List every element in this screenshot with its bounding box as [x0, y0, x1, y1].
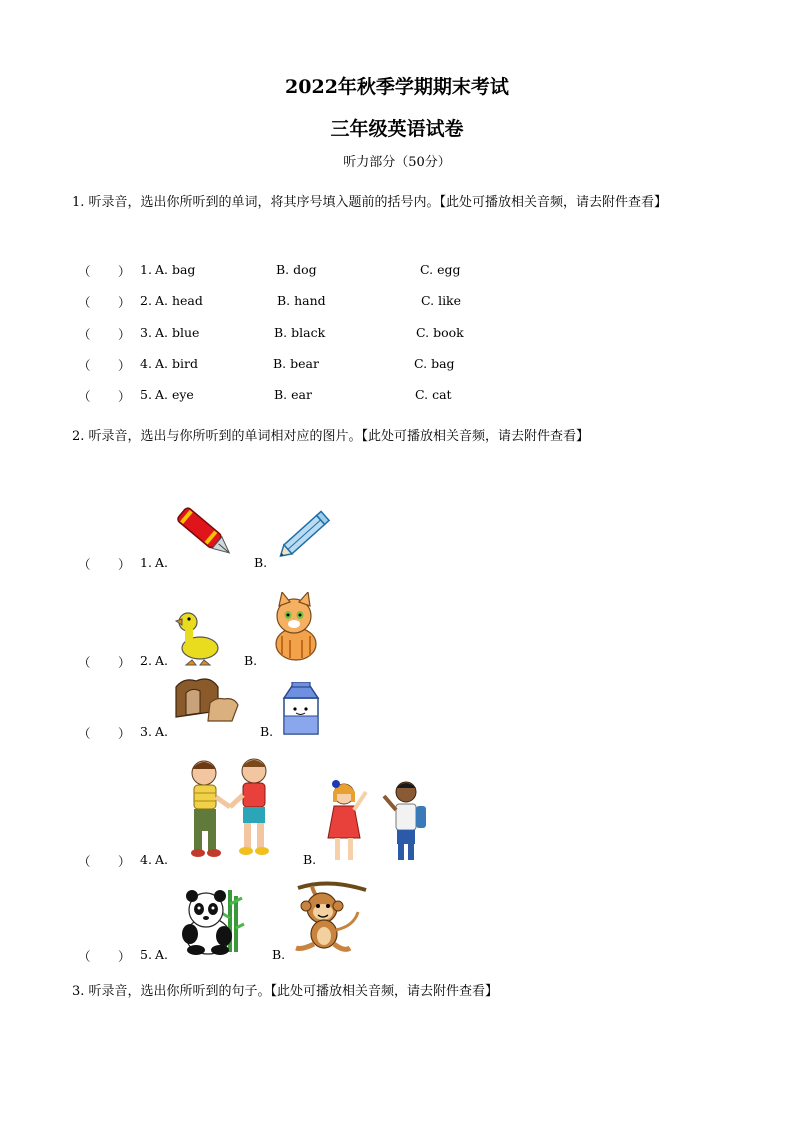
bracket-open: （: [78, 655, 91, 670]
fountain-pen-image: [170, 500, 242, 568]
bracket-close: ）: [118, 295, 131, 310]
bracket-close: ）: [118, 264, 131, 279]
item-number: 3.: [140, 724, 152, 739]
q1-row-4: [78, 356, 678, 374]
option-b: B. dog: [276, 262, 317, 277]
option-a: A. eye: [155, 387, 194, 402]
bracket-open: （: [78, 264, 91, 279]
item-number: 4.: [140, 852, 152, 867]
bracket-close: ）: [118, 327, 131, 342]
bracket-open: （: [78, 389, 91, 404]
item-number: 3.: [140, 325, 152, 340]
option-c: C. egg: [420, 262, 461, 277]
option-a: A. bird: [155, 356, 198, 371]
option-a: A.: [155, 724, 169, 739]
bracket-close: ）: [118, 389, 131, 404]
option-b: B. bear: [273, 356, 319, 371]
option-c: C. bag: [414, 356, 455, 371]
option-b: B.: [260, 724, 274, 739]
girl-and-boy-waving-image: [320, 778, 432, 864]
q2-row-5: [78, 947, 678, 965]
option-a: A. blue: [155, 325, 200, 340]
bracket-close: ）: [118, 557, 131, 572]
q1-row-3: [78, 325, 678, 343]
option-c: C. like: [421, 293, 462, 308]
bracket-close: ）: [118, 655, 131, 670]
pencil-image: [272, 503, 338, 565]
q1-row-1: [78, 262, 678, 280]
item-number: 5.: [140, 387, 152, 402]
q1-row-2: [78, 293, 678, 311]
item-number: 2.: [140, 653, 152, 668]
bracket-open: （: [78, 726, 91, 741]
q3-prompt: 3. 听录音，选出你所听到的句子。【此处可播放相关音频，请去附件查看】: [72, 984, 499, 999]
milk-carton-image: [280, 682, 324, 736]
q1-row-5: [78, 387, 678, 405]
item-number: 2.: [140, 293, 152, 308]
bracket-open: （: [78, 557, 91, 572]
item-number: 5.: [140, 947, 152, 962]
panda-image: [178, 888, 246, 956]
bread-image: [172, 677, 246, 725]
item-number: 1.: [140, 555, 152, 570]
option-a: A.: [155, 555, 169, 570]
bracket-open: （: [78, 854, 91, 869]
bracket-close: ）: [118, 726, 131, 741]
exam-subtitle: 三年级英语试卷: [330, 118, 464, 140]
exam-title: 2022年秋季学期期末考试: [285, 76, 509, 98]
item-number: 1.: [140, 262, 152, 277]
q1-prompt: 1. 听录音，选出你所听到的单词，将其序号填入题前的括号内。【此处可播放相关音频，请去附件查看】: [72, 195, 668, 210]
option-a: A. bag: [155, 262, 196, 277]
bracket-open: （: [78, 949, 91, 964]
option-b: B.: [254, 555, 268, 570]
option-b: B. black: [274, 325, 326, 340]
q2-prompt: 2. 听录音，选出与你所听到的单词相对应的图片。【此处可播放相关音频，请去附件查看】: [72, 429, 590, 444]
option-b: B. ear: [274, 387, 312, 402]
item-number: 4.: [140, 356, 152, 371]
duck-image: [172, 608, 224, 666]
option-c: C. cat: [415, 387, 452, 402]
bracket-open: （: [78, 358, 91, 373]
bracket-close: ）: [118, 854, 131, 869]
section-heading: 听力部分（50分）: [343, 155, 451, 170]
monkey-image: [288, 880, 368, 960]
option-b: B.: [244, 653, 258, 668]
bracket-close: ）: [118, 949, 131, 964]
q2-row-2: [78, 653, 678, 671]
q2-row-3: [78, 724, 678, 742]
option-a: A.: [155, 947, 169, 962]
q2-row-1: [78, 555, 678, 573]
bracket-open: （: [78, 295, 91, 310]
option-b: B.: [272, 947, 286, 962]
bracket-close: ）: [118, 358, 131, 373]
option-c: C. book: [416, 325, 464, 340]
option-a: A.: [155, 653, 169, 668]
option-a: A. head: [155, 293, 203, 308]
cat-image: [262, 592, 326, 664]
option-b: B. hand: [277, 293, 326, 308]
option-b: B.: [303, 852, 317, 867]
option-a: A.: [155, 852, 169, 867]
bracket-open: （: [78, 327, 91, 342]
boys-shaking-hands-image: [178, 757, 282, 859]
